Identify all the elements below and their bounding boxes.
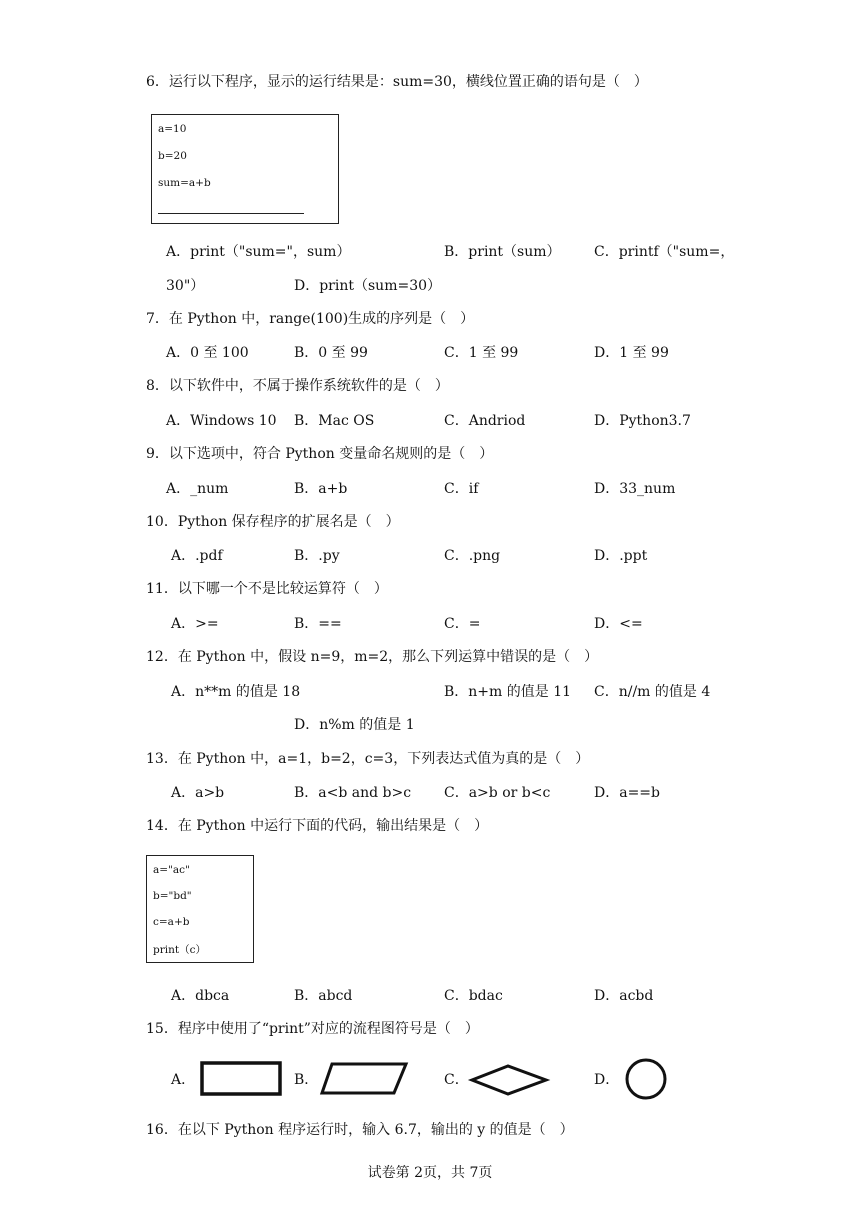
- option-a: A．0 至 100: [166, 345, 249, 361]
- option-d: D．a==b: [594, 785, 660, 801]
- option-c: C．n//m 的值是 4: [594, 684, 711, 700]
- option-c: C．.png: [444, 548, 501, 564]
- code-line: print（c）: [153, 944, 206, 956]
- rectangle-process-symbol: [200, 1061, 284, 1097]
- option-b: B．a<b and b>c: [294, 785, 412, 801]
- code-box-q6: [151, 114, 339, 224]
- code-line: b=20: [158, 150, 187, 162]
- diamond-decision-symbol: [470, 1064, 550, 1096]
- circle-connector-symbol: [624, 1056, 670, 1102]
- option-a: A．dbca: [171, 988, 230, 1004]
- option-c: C．a>b or b<c: [444, 785, 551, 801]
- option-c: C．1 至 99: [444, 345, 519, 361]
- option-c-continued: 30"）: [166, 278, 205, 294]
- question-13-stem: 13．在 Python 中，a=1，b=2，c=3，下列表达式值为真的是（ ）: [146, 751, 590, 767]
- question-7-stem: 7．在 Python 中，range(100)生成的序列是（ ）: [146, 311, 475, 327]
- code-line: a="ac": [153, 864, 190, 876]
- option-c: C．=: [444, 616, 481, 632]
- option-d: D．acbd: [594, 988, 654, 1004]
- option-b: B．: [294, 1072, 319, 1088]
- page-footer: 试卷第 2页，共 7页: [367, 1165, 493, 1181]
- question-9-stem: 9．以下选项中，符合 Python 变量命名规则的是（ ）: [146, 446, 494, 462]
- code-line: sum=a+b: [158, 177, 211, 189]
- option-c: C．Andriod: [444, 413, 526, 429]
- option-c: C．if: [444, 481, 479, 497]
- option-c: C．: [444, 1072, 469, 1088]
- option-d: D．Python3.7: [594, 413, 691, 429]
- option-a: A．: [171, 1072, 196, 1088]
- answer-blank-line: [158, 213, 304, 214]
- option-a: A．>=: [171, 616, 219, 632]
- option-b: B．.py: [294, 548, 340, 564]
- option-d: D．33_num: [594, 481, 676, 497]
- option-a: A．Windows 10: [166, 413, 277, 429]
- option-d: D．<=: [594, 616, 643, 632]
- code-line: c=a+b: [153, 916, 190, 928]
- question-14-stem: 14．在 Python 中运行下面的代码，输出结果是（ ）: [146, 818, 489, 834]
- option-c: C．bdac: [444, 988, 503, 1004]
- option-d: D．print（sum=30）: [294, 278, 442, 294]
- option-d: D．: [594, 1072, 620, 1088]
- question-10-stem: 10．Python 保存程序的扩展名是（ ）: [146, 514, 400, 530]
- option-b: B．abcd: [294, 988, 353, 1004]
- option-a: A．_num: [166, 481, 229, 497]
- option-a: A．print（"sum="，sum）: [166, 244, 351, 260]
- option-a: A．a>b: [171, 785, 225, 801]
- question-8-stem: 8．以下软件中，不属于操作系统软件的是（ ）: [146, 378, 449, 394]
- question-15-stem: 15．程序中使用了“print”对应的流程图符号是（ ）: [146, 1021, 479, 1037]
- code-box-q14: [146, 855, 254, 963]
- option-b: B．print（sum）: [444, 244, 561, 260]
- option-b: B．0 至 99: [294, 345, 368, 361]
- question-11-stem: 11．以下哪一个不是比较运算符（ ）: [146, 581, 388, 597]
- option-a: A．n**m 的值是 18: [171, 684, 301, 700]
- code-line: b="bd": [153, 890, 192, 902]
- option-d: D．.ppt: [594, 548, 648, 564]
- option-d: D．1 至 99: [594, 345, 669, 361]
- option-b: B．n+m 的值是 11: [444, 684, 572, 700]
- option-b: B．==: [294, 616, 342, 632]
- option-c: C．printf（"sum=，: [594, 244, 735, 260]
- code-line: a=10: [158, 123, 187, 135]
- option-b: B．Mac OS: [294, 413, 375, 429]
- option-d: D．n%m 的值是 1: [294, 717, 415, 733]
- question-12-stem: 12．在 Python 中，假设 n=9，m=2，那么下列运算中错误的是（ ）: [146, 649, 599, 665]
- option-b: B．a+b: [294, 481, 348, 497]
- question-6-stem: 6．运行以下程序，显示的运行结果是：sum=30，横线位置正确的语句是（ ）: [146, 74, 648, 90]
- parallelogram-io-symbol: [320, 1062, 410, 1096]
- question-16-stem: 16．在以下 Python 程序运行时，输入 6.7，输出的 y 的值是（ ）: [146, 1122, 574, 1138]
- option-a: A．.pdf: [171, 548, 223, 564]
